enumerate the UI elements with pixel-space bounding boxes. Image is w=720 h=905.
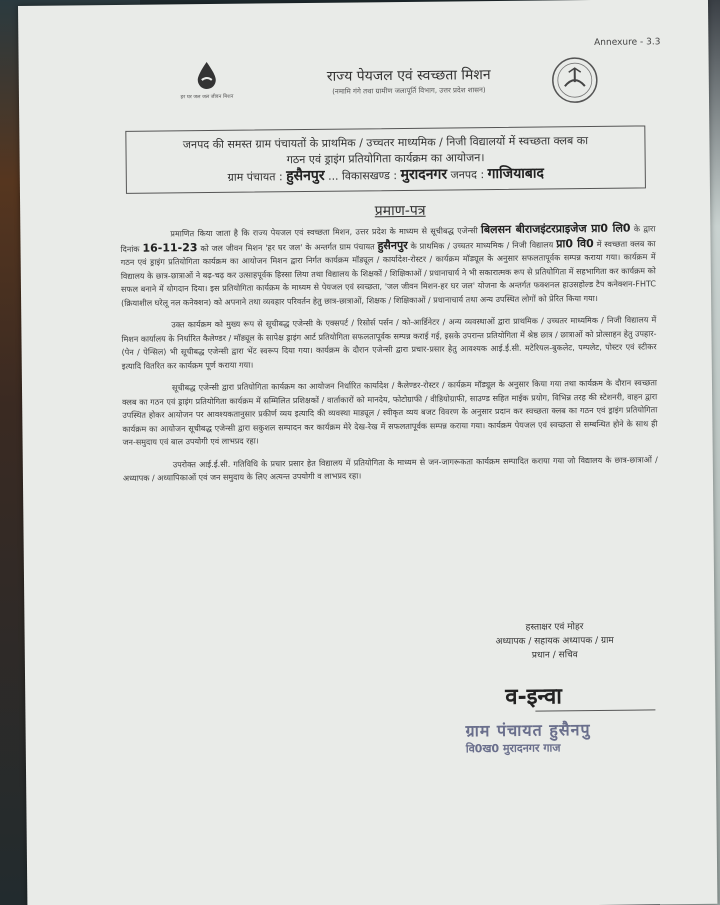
sign-label-3: प्रधान / सचिव bbox=[531, 650, 578, 661]
official-stamp bbox=[465, 718, 590, 756]
program-box bbox=[125, 125, 646, 193]
district-label: जनपद : bbox=[450, 168, 485, 182]
box-line-2: गठन एवं ड्राइंग प्रतियोगिता कार्यक्रम का आयोजन। bbox=[286, 151, 485, 167]
handwritten-signature: व-इन्वा bbox=[505, 684, 563, 710]
sign-label-1: हस्ताक्षर एवं मोहर bbox=[525, 622, 584, 633]
para1-text-d: के प्राथमिक / उच्चतर माध्यमिक / निजी विद्यालय bbox=[410, 239, 554, 251]
para1-text-e: में स्वच्छता क्लब का गठन एवं ड्राइंग प्रतियोगिता कार्यक्रम का आयोजन मिशन द्वारा निर्गत कार्यक्रम मॉड्यूल / कार्यादेश-रोस्टर / कार्यक्रम मॉड्यूल के अनुसार सफलतापूर्वक सम्पन्न कराया गया। कार्यक्रम में विद्यालय के छात्र-छात्राओं ने बढ़-चढ़ कर उत्साहपूर्वक हिस्सा लिया तथा विद्यालय के शिक्षकों / शिक्षिकाओं / प्रधानाचार्य ने भी सकारात्मक रूप से प्रतियोगिता में सहभागिता कर कार्यक्रम को सफल बनाने में योगदान दिया। इस प्रतियोगिता कार्यक्रम के माध्यम से पेयजल एवं स्वच्छता, 'जल जीवन मिशन-हर घर जल' योजना के अन्तर्गत फक्शनल हाउसहोल्ड टैप कनेक्शन-FHTC (क्रियाशील घरेलू नल कनेक्शन) को अपनाने तथा व्यवहार परिवर्तन हेतु छात्र-छात्राओं, शिक्षक / शिक्षिकाओं / प्रधानाचार्य तथा अन्य उपस्थित लोगों को प्रेरित किया गया। bbox=[120, 238, 656, 308]
agency-name: बिलसन बीराजइंटरप्राइजेज प्रा0 लि0 bbox=[480, 221, 631, 237]
certificate-page bbox=[18, 0, 717, 905]
box-line-1: जनपद की समस्त ग्राम पंचायतों के प्राथमिक / उच्चतर माध्यमिक / निजी विद्यालयों में स्वच्छता क्लब का bbox=[182, 134, 589, 152]
annexure-label: Annexure - 3.3 bbox=[594, 37, 661, 48]
block-value: मुरादनगर bbox=[400, 166, 448, 184]
district-value: गाजियाबाद bbox=[487, 165, 545, 183]
mission-subtitle: (नमामि गंगे तथा ग्रामीण जलापूर्ति विभाग, उत्तर प्रदेश शासन) bbox=[332, 86, 486, 96]
certificate-title: प्रमाण-पत्र bbox=[374, 202, 426, 220]
paragraph-1 bbox=[120, 221, 656, 310]
mission-title: राज्य पेयजल एवं स्वच्छता मिशन bbox=[326, 67, 491, 85]
logo-caption: हर घर जल जल जीवन मिशन bbox=[180, 93, 234, 101]
location-line: ग्राम पंचायत : हुसैनपुर ... विकासखण्ड : मुरादनगर जनपद : गाजियाबाद bbox=[227, 165, 545, 185]
paragraph-2: उक्त कार्यक्रम को मुख्य रूप से सूचीबद्ध एजेन्सी के एक्सपर्ट / रिसोर्स पर्सन / को-आर्डिनेटर / अन्य व्यवस्थाओं द्वारा प्राथमिक / उच्चतर माध्यमिक / निजी विद्यालय में मिशन कार्यालय के निर्धारित कैलेण्डर / मॉड्यूल के सापेक्ष ड्राइंग आर्ट प्रतियोगिता सफलतापूर्वक सम्पन्न कराई गई, इसके उपरान्त प्रतियोगिता में श्रेष्ठ छात्र / छात्राओं को प्रोत्साहन हेतु उपहार-(पेन / पेन्सिल) भी सूचीबद्ध एजेन्सी द्वारा भेंट स्वरूप दिया गया। कार्यक्रम के दौरान एजेन्सी द्वारा प्रचार-प्रसार हेतु आवश्यक आई.ई.सी. मटेरियल-बुकलेट, पम्पलेट, पोस्टर एवं स्टीकर इत्यादि वितरित कर कार्यक्रम पूर्ण कराया गया। bbox=[121, 315, 657, 371]
water-drop-icon bbox=[194, 60, 220, 90]
jal-jeevan-logo bbox=[177, 60, 237, 101]
para1-text-c: को जल जीवन मिशन 'हर घर जल' के अन्तर्गत ग्राम पंचायत bbox=[200, 241, 375, 253]
program-date: 16-11-23 bbox=[142, 240, 198, 255]
signature-block bbox=[479, 620, 629, 664]
paragraph-4: उपरोक्त आई.ई.सी. गतिविधि के प्रचार प्रसार हेत विद्यालय में प्रतियोगिता के माध्यम से जन-जागरूकता कार्यक्रम सम्पादित कराया गया जो विद्यालय के छात्र-छात्राओं / अध्यापक / अध्यापिकाओं एवं जन समुदाय के लिए अत्यन्त उपयोगी व लाभप्रद रहा। bbox=[122, 454, 658, 483]
stamp-line-1: ग्राम पंचायत हुसैनपु bbox=[465, 720, 591, 741]
paragraph-3: सूचीबद्ध एजेन्सी द्वारा प्रतियोगिता कार्यक्रम का आयोजन निर्धारित कार्यादेश / कैलेण्डर-रोस्टर / कार्यक्रम मॉड्यूल के अनुसार किया गया तथा कार्यक्रम के दौरान स्वच्छता क्लब का गठन एवं ड्राइंग प्रतियोगिता कार्यक्रम में सम्मिलित प्रशिक्षकों / वार्ताकारों को मानदेय, फोटोग्राफी / वीडियोग्राफी, साउण्ड सहित माईक प्रयोग, विभिन्न तरह की स्टेशनरी, वाहन द्वारा उपस्थित होकर आयोजन पर आवश्यकतानुसार प्रकीर्ण व्यय इत्यादि की व्यवस्था माड्यूल / स्वीकृत व्यय बजट विवरण के अनुसार प्रदान कर स्वच्छता क्लब का गठन एवं ड्राइंग प्रतियोगिता कार्यक्रम का आयोजन सूचीबद्ध एजेन्सी द्वारा सकुशल सम्पादन कर कार्यक्रम मेरे देख-रेख में सफलतापूर्वक सम्पन्न कराया गया। कार्यक्रम पेयजल एवं स्वच्छता से सम्बन्धित होने के साथ ही जन-समुदाय एवं बाल उपयोगी एवं लाभप्रद रहा। bbox=[122, 378, 658, 447]
header bbox=[89, 49, 670, 127]
para1-text-a: प्रमाणित किया जाता है कि राज्य पेयजल एवं स्वच्छता मिशन, उत्तर प्रदेश के माध्यम से सूचीबद्ध एजेन्सी bbox=[170, 226, 478, 239]
signature-underline bbox=[535, 709, 655, 711]
up-govt-emblem-icon bbox=[551, 56, 600, 105]
stamp-line-2: वि0ख0 मुरादनगर गाज bbox=[465, 741, 561, 756]
gram-panchayat-label: ग्राम पंचायत : bbox=[227, 170, 283, 184]
gram-panchayat-value: हुसैनपुर bbox=[286, 167, 325, 185]
para1-text-b: के द्वारा दिनांक bbox=[120, 224, 656, 254]
school-name: प्रा0 वि0 bbox=[556, 236, 594, 250]
sign-label-2: अध्यापक / सहायक अध्यापक / ग्राम bbox=[495, 635, 614, 648]
block-label: विकासखण्ड : bbox=[341, 169, 398, 183]
para1-gram-panchayat: हुसैनपुर bbox=[377, 238, 408, 252]
